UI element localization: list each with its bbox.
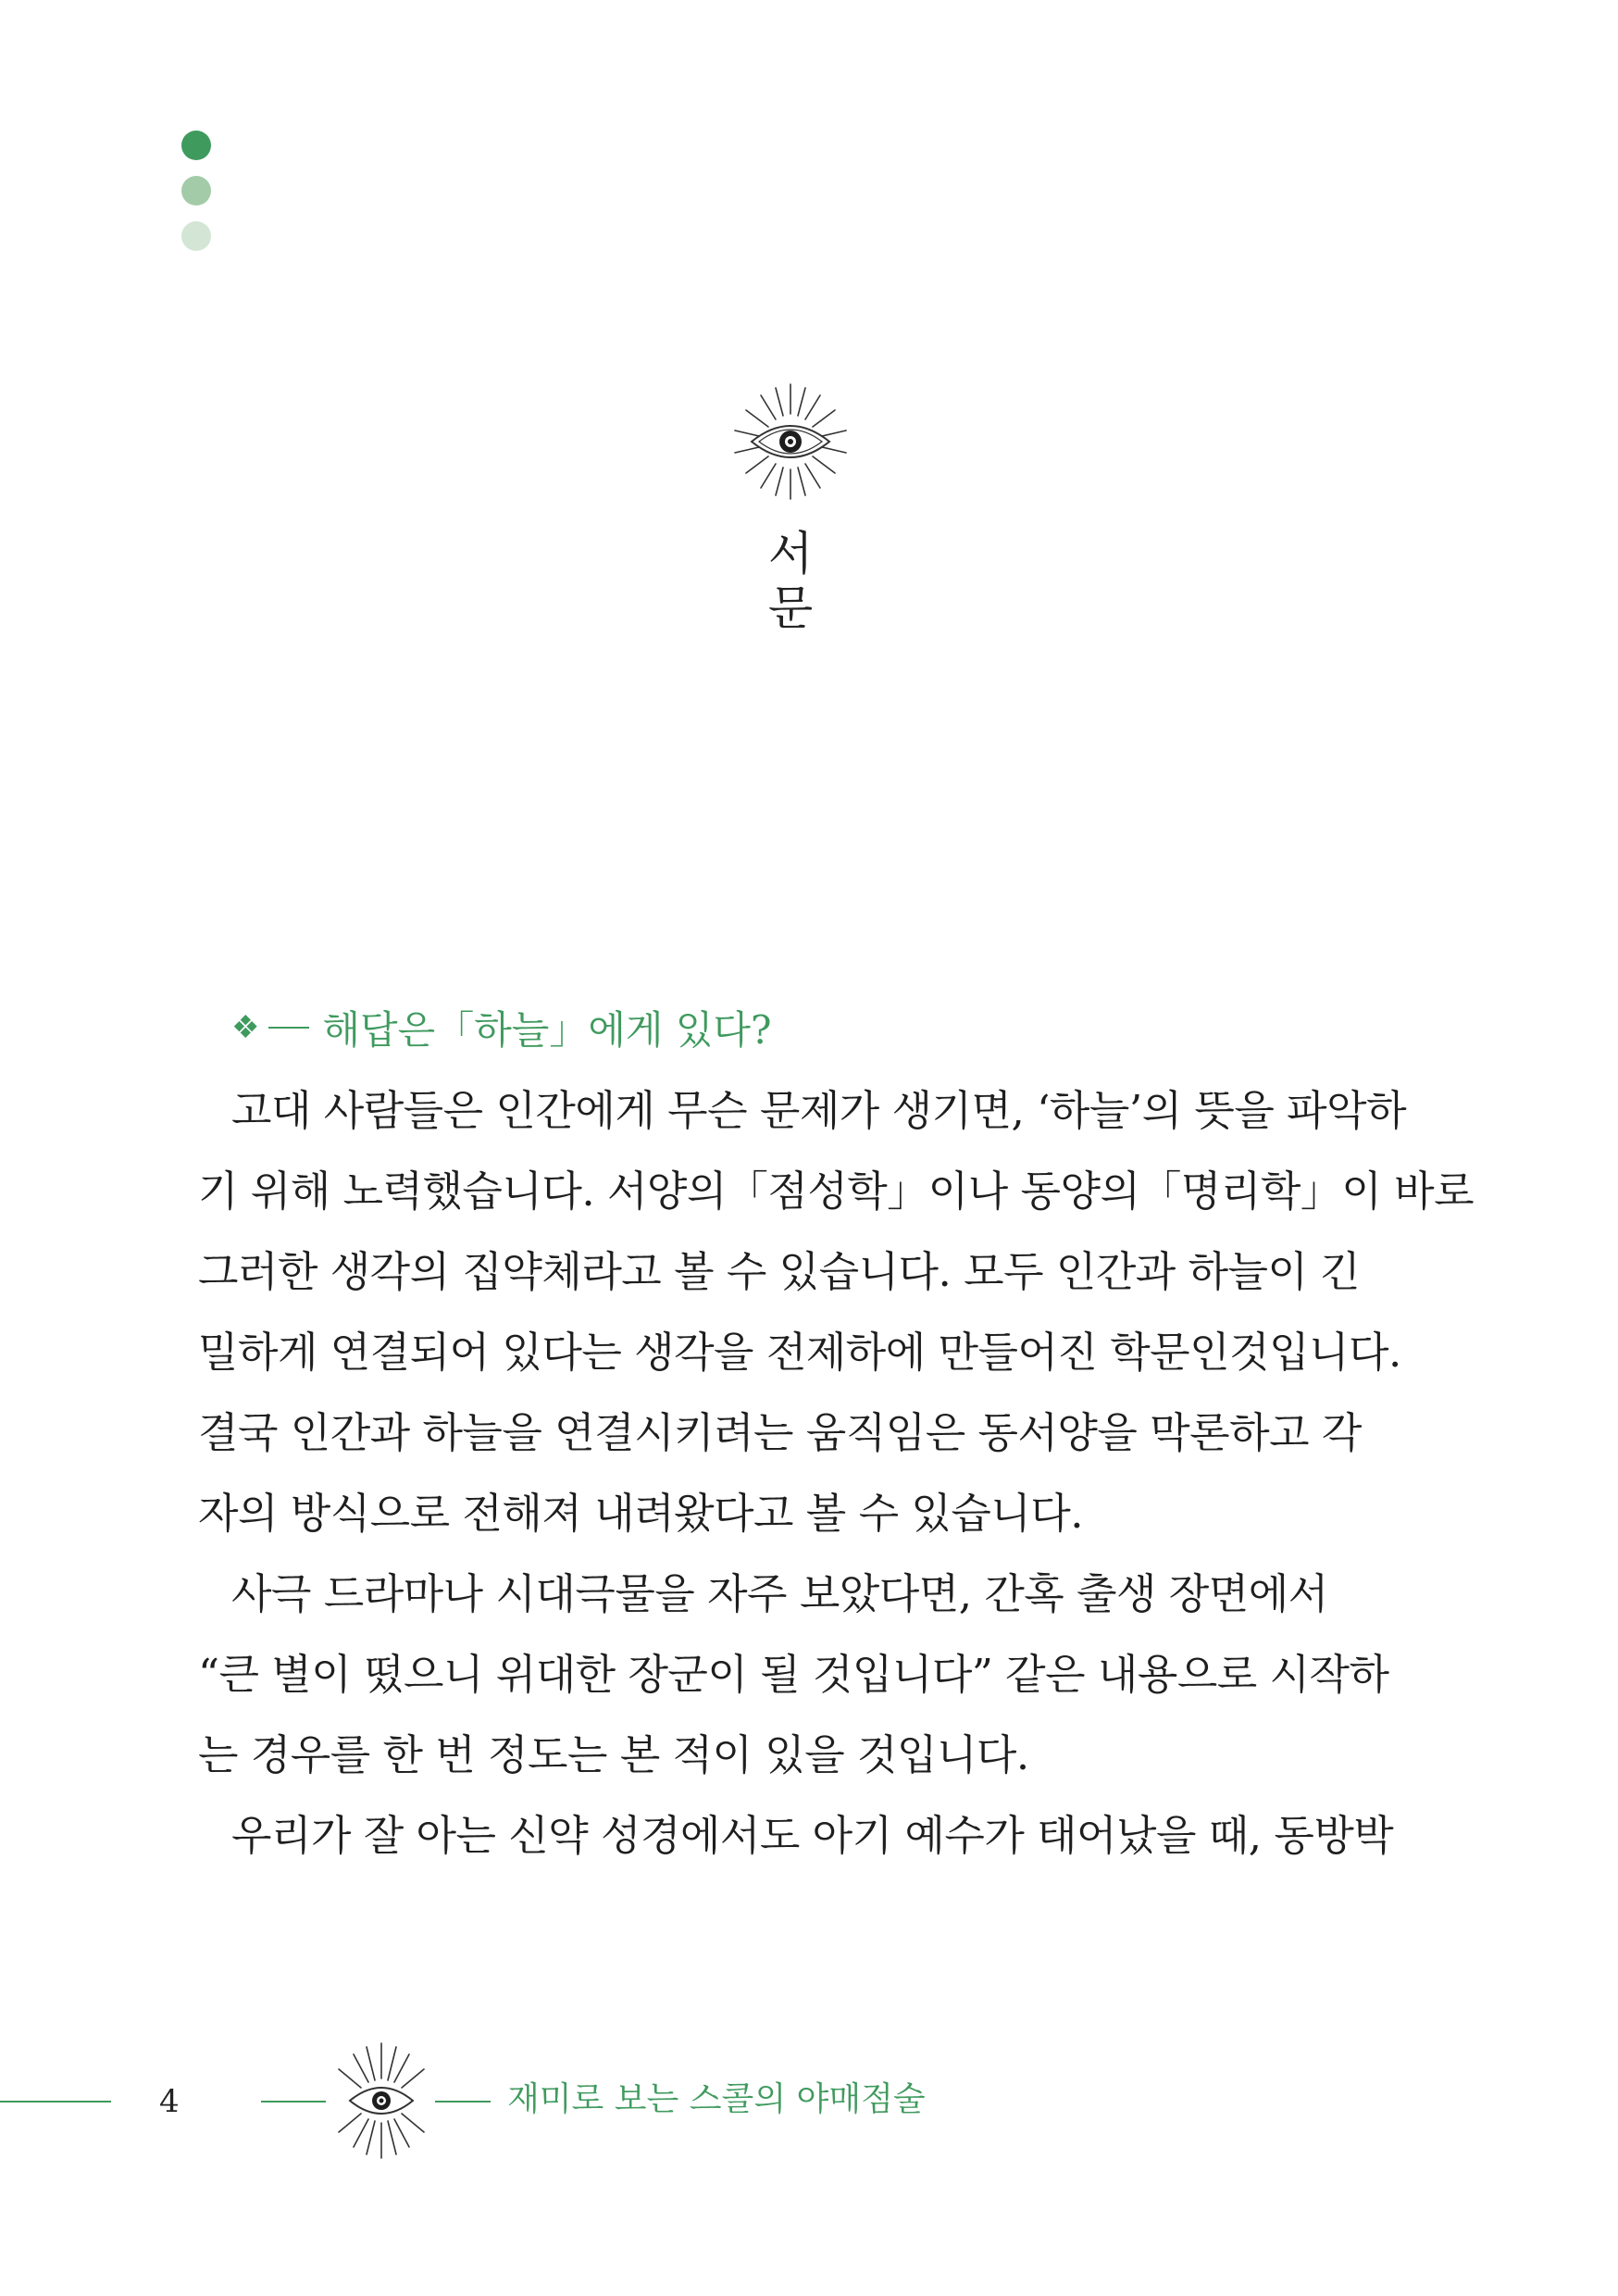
page-number: 4	[159, 2083, 180, 2120]
body-line: 자의 방식으로 전해져 내려왔다고 볼 수 있습니다.	[198, 1489, 1084, 1538]
section-heading-text: 해답은「하늘」에게 있다?	[322, 1007, 772, 1053]
body-line: “큰 별이 떴으니 위대한 장군이 될 것입니다” 같은 내용으로 시작하	[198, 1650, 1389, 1699]
body-line: 결국 인간과 하늘을 연결시키려는 움직임은 동서양을 막론하고 각	[198, 1408, 1362, 1457]
body-line: 는 경우를 한 번 정도는 본 적이 있을 것입니다.	[198, 1730, 1029, 1779]
title-char-1: 서	[767, 527, 814, 580]
body-line: 우리가 잘 아는 신약 성경에서도 아기 예수가 태어났을 때, 동방박	[231, 1811, 1394, 1860]
radiant-eye-icon	[730, 381, 851, 502]
radiant-eye-icon	[324, 2040, 439, 2161]
footer-rule-mid	[261, 2101, 326, 2103]
book-title: 재미로 보는 스콜의 야매점술	[507, 2080, 926, 2118]
dot-light	[181, 221, 211, 251]
section-heading	[231, 1000, 772, 1055]
diamond-four-icon: ❖	[231, 1009, 260, 1046]
footer-rule-right	[435, 2101, 491, 2103]
body-line: 밀하게 연결되어 있다는 생각을 전제하에 만들어진 학문인것입니다.	[198, 1328, 1401, 1377]
footer-rule-left	[0, 2101, 111, 2103]
body-line: 고대 사람들은 인간에게 무슨 문제가 생기면, ‘하늘’의 뜻을 파악하	[231, 1086, 1407, 1135]
dot-dark	[181, 131, 211, 160]
title-char-2: 문	[767, 581, 814, 635]
body-line: 사극 드라마나 시대극물을 자주 보았다면, 간혹 출생 장면에서	[231, 1569, 1328, 1618]
body-line: 그러한 생각의 집약체라고 볼 수 있습니다. 모두 인간과 하늘이 긴	[198, 1247, 1361, 1296]
body-line: 기 위해 노력했습니다. 서양의「점성학」이나 동양의「명리학」이 바로	[198, 1167, 1475, 1216]
dot-mid	[181, 176, 211, 206]
heading-dash	[268, 1027, 309, 1029]
